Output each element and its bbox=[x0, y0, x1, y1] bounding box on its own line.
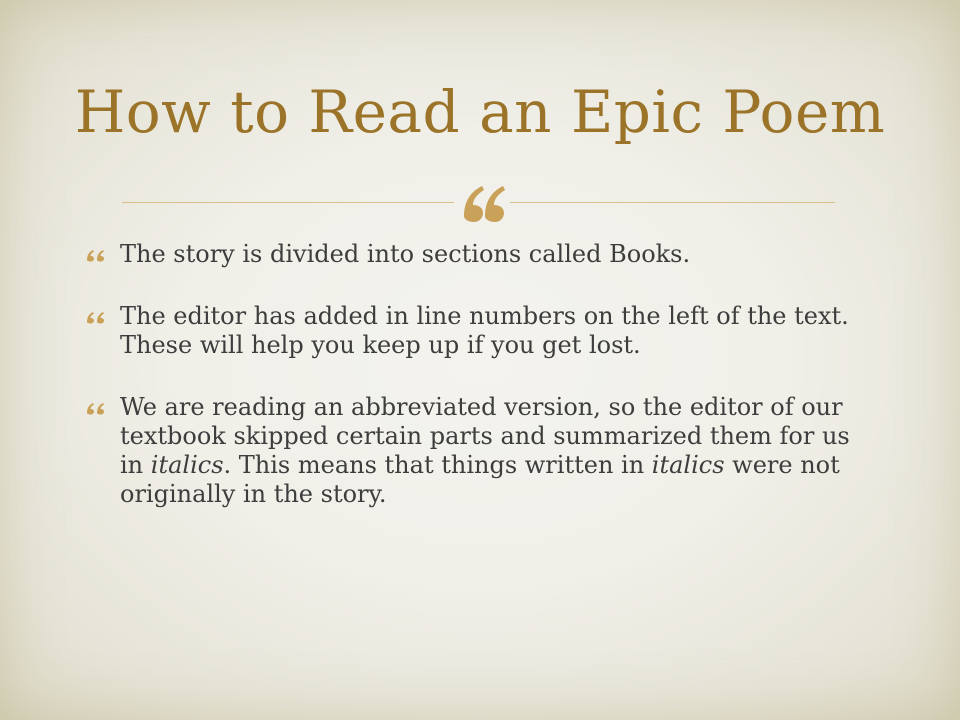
bullet-text: The story is divided into sections called Books. bbox=[120, 240, 691, 268]
double-quote-bullet-icon bbox=[86, 248, 108, 262]
bullet-text-part: were not originally in the story. bbox=[120, 451, 840, 508]
slide-title: How to Read an Epic Poem bbox=[74, 78, 886, 146]
title-divider-left bbox=[122, 202, 454, 203]
bullet-text bbox=[120, 393, 850, 508]
double-quote-bullet-icon bbox=[86, 401, 108, 415]
bullet-text-part: . This means that things written in bbox=[223, 451, 652, 479]
italic-word: italics bbox=[651, 451, 725, 479]
bullet-list bbox=[86, 240, 876, 542]
list-item bbox=[86, 302, 876, 360]
list-item bbox=[86, 240, 876, 269]
bullet-text-part: We are reading an abbreviated version, so the editor of our textbook skipped certain parts and summarized them for us in bbox=[120, 393, 850, 479]
bullet-text: The editor has added in line numbers on the left of the text. These will help you keep up if you get lost. bbox=[120, 302, 849, 359]
list-item bbox=[86, 393, 876, 509]
title-divider-right bbox=[510, 202, 835, 203]
quote-flourish-icon bbox=[458, 176, 508, 226]
italic-word: italics bbox=[150, 451, 224, 479]
double-quote-bullet-icon bbox=[86, 310, 108, 324]
